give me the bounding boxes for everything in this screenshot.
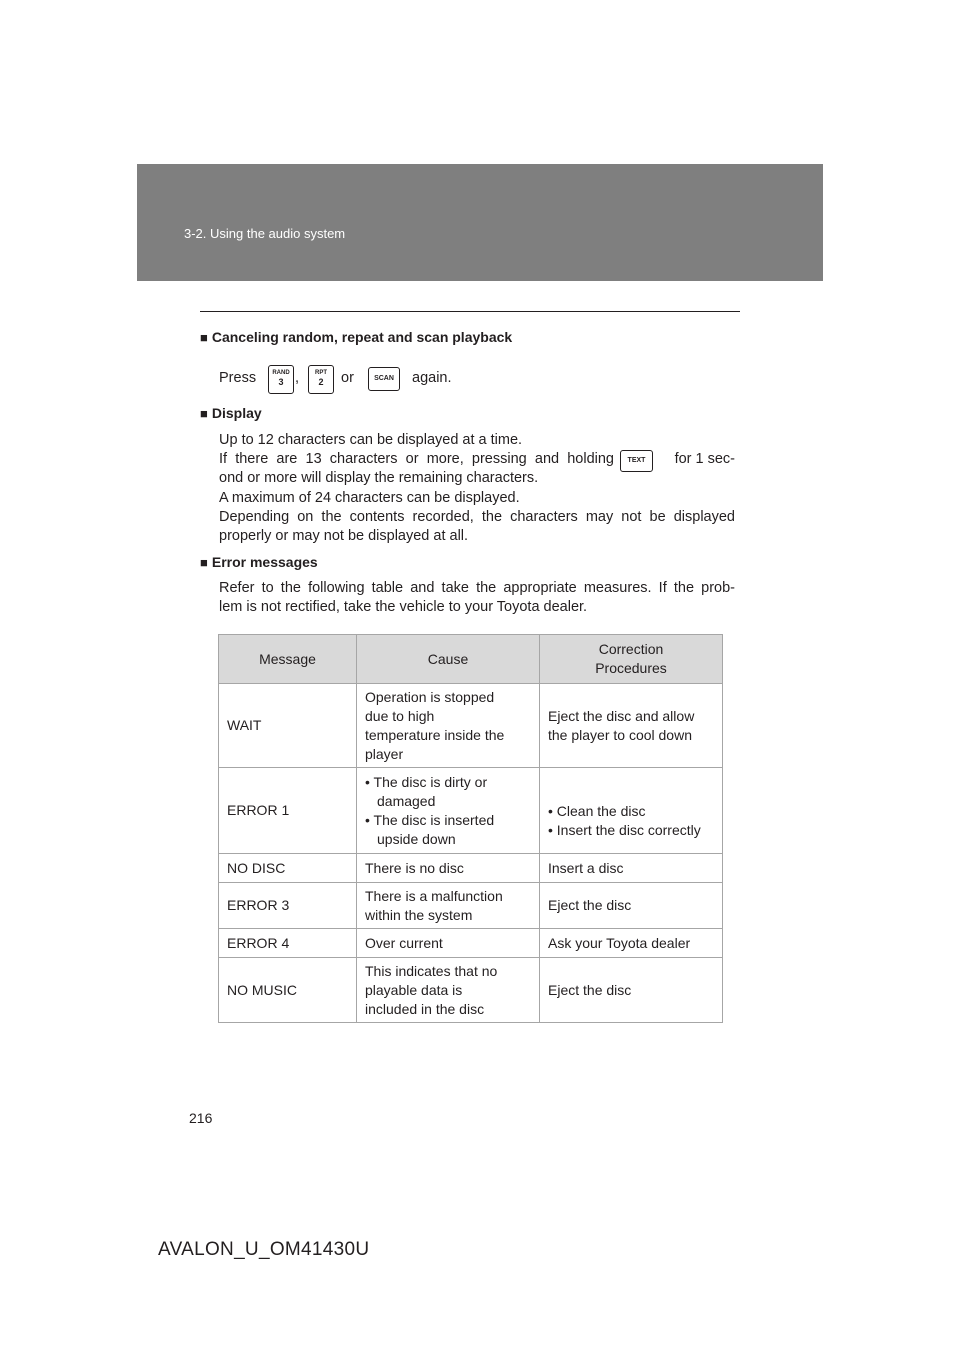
table-row [219,883,723,929]
or-text: or [341,370,354,386]
errors-line-1: Refer to the following table and take the appropriate measures. If the prob- [219,580,735,596]
display-line-1: Up to 12 characters can be displayed at a time. [219,432,523,448]
cell-cause: • The disc is dirty or damaged • The disc is inserted upside down [357,768,540,854]
cell-correction: Insert a disc [540,854,723,883]
cell-correction: • Clean the disc • Insert the disc correctly [540,768,723,854]
section-title: 3-2. Using the audio system [184,226,346,241]
display-line-2a: If there are 13 characters or more, pressing and holding [219,451,614,467]
cell-message: ERROR 3 [219,883,357,929]
table-row [219,958,723,1023]
rand-3-key-icon: RAND 3 [268,365,294,394]
display-heading-text: Display [211,405,262,421]
error-messages-table [218,634,723,1023]
press-text: Press [219,370,257,386]
cell-cause: This indicates that no playable data is included in the disc [357,958,540,1023]
cell-cause: There is a malfunction within the system [357,883,540,929]
square-bullet-icon: ■ [200,555,208,570]
display-line-2b: for 1 sec- [674,451,735,467]
cell-message: ERROR 1 [219,768,357,854]
errors-heading [200,554,318,570]
errors-line-2: lem is not rectified, take the vehicle to your Toyota dealer. [219,599,588,615]
header-cause: Cause [357,635,540,684]
cancel-heading-text: Canceling random, repeat and scan playback [211,329,513,345]
table-row [219,684,723,768]
table-row [219,768,723,854]
cell-message: WAIT [219,684,357,768]
document-code: AVALON_U_OM41430U [158,1239,370,1260]
header-correction: Correction Procedures [540,635,723,684]
header-message: Message [219,635,357,684]
cancel-heading [200,329,512,345]
comma-text: , [295,370,300,386]
square-bullet-icon: ■ [200,330,208,345]
table-header-row [219,635,723,684]
cell-cause: Operation is stopped due to high temperature inside the player [357,684,540,768]
square-bullet-icon: ■ [200,406,208,421]
rpt-2-key-icon: RPT 2 [308,365,334,394]
cell-message: ERROR 4 [219,929,357,958]
page-number: 216 [189,1110,213,1126]
errors-heading-text: Error messages [211,554,318,570]
cell-correction: Eject the disc and allow the player to cool down [540,684,723,768]
display-line-5: Depending on the contents recorded, the characters may not be displayed [219,509,735,525]
cell-correction: Ask your Toyota dealer [540,929,723,958]
display-line-3: ond or more will display the remaining characters. [219,470,539,486]
table-row [219,929,723,958]
section-header [137,164,823,281]
cell-cause: Over current [357,929,540,958]
cell-message: NO DISC [219,854,357,883]
cell-correction: Eject the disc [540,883,723,929]
cell-correction: Eject the disc [540,958,723,1023]
display-line-4: A maximum of 24 characters can be displayed. [219,490,520,506]
divider [200,311,740,312]
display-line-6: properly or may not be displayed at all. [219,528,469,544]
cell-message: NO MUSIC [219,958,357,1023]
again-text: again. [412,370,452,386]
table-row [219,854,723,883]
display-heading [200,405,262,421]
text-key-icon: TEXT [620,450,653,472]
scan-key-icon: SCAN [368,367,400,391]
cell-cause: There is no disc [357,854,540,883]
